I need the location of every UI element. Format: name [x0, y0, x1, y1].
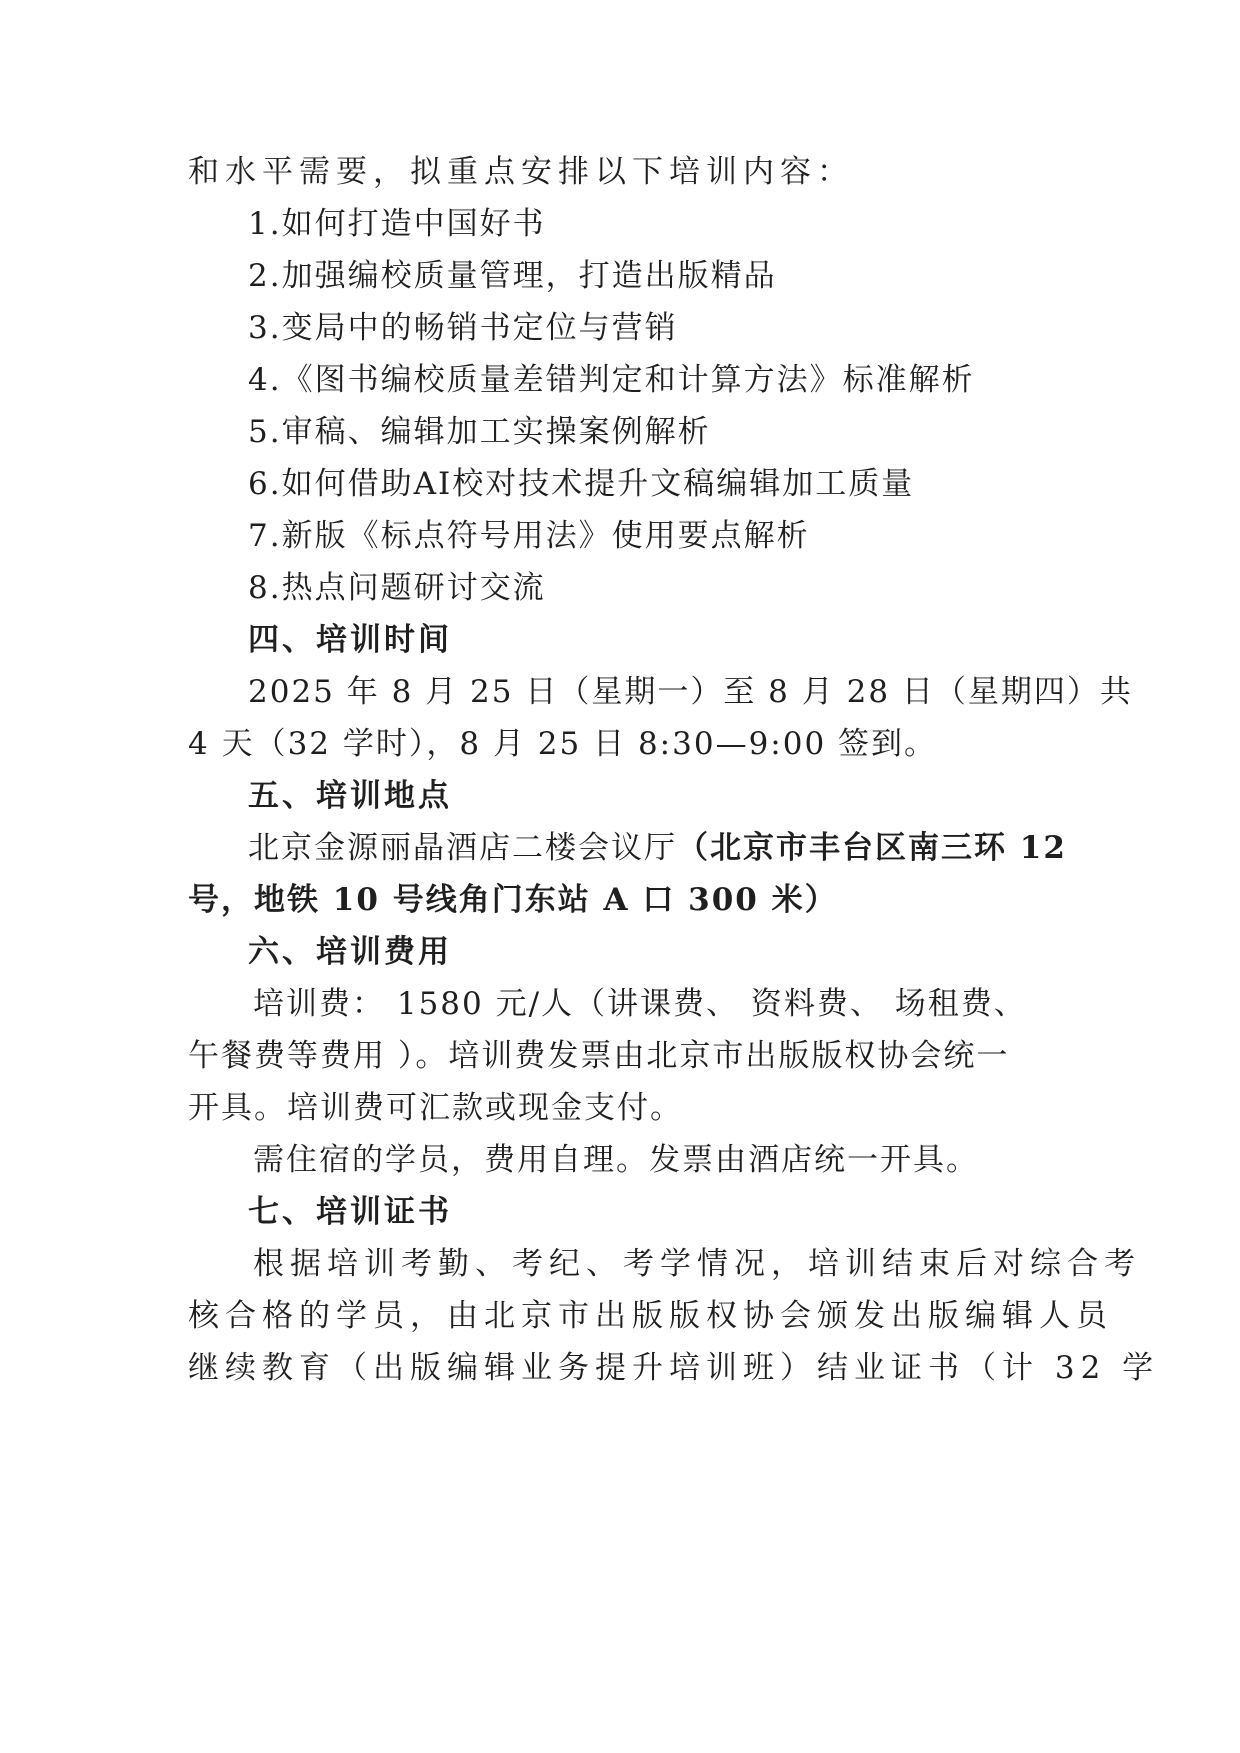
fee-line-1: 培训费： 1580 元/人（讲课费、 资料费、 场租费、 [253, 986, 1027, 1022]
list-item: 4.《图书编校质量差错判定和计算方法》标准解析 [248, 362, 975, 398]
certificate-line-1: 根据培训考勤、考纪、考学情况，培训结束后对综合考 [253, 1246, 1141, 1282]
certificate-line-2: 核合格的学员，由北京市出版版权协会颁发出版编辑人员 [188, 1298, 1113, 1334]
venue-name: 北京金源丽晶酒店二楼会议厅 [248, 830, 677, 866]
certificate-line-3: 继续教育（出版编辑业务提升培训班）结业证书（计 32 学 [188, 1350, 1160, 1386]
section-heading-time: 四、培训时间 [248, 622, 452, 658]
list-item: 3.变局中的畅销书定位与营销 [248, 310, 678, 346]
fee-line-4: 需住宿的学员，费用自理。发票由酒店统一开具。 [253, 1142, 979, 1178]
list-item: 6.如何借助AI校对技术提升文稿编辑加工质量 [248, 466, 915, 502]
section-heading-location: 五、培训地点 [248, 778, 452, 814]
venue-address: （北京市丰台区南三环 12 [677, 830, 1067, 866]
fee-line-2: 午餐费等费用 ）。培训费发票由北京市出版版权协会统一 [188, 1038, 1010, 1074]
section-heading-certificate: 七、培训证书 [248, 1194, 452, 1230]
fee-line-3: 开具。培训费可汇款或现金支付。 [188, 1090, 683, 1126]
location-line-2: 号，地铁 10 号线角门东站 A 口 300 米） [188, 882, 838, 918]
time-line-1: 2025 年 8 月 25 日（星期一）至 8 月 28 日（星期四）共 [248, 674, 1133, 710]
time-line-2: 4 天（32 学时），8 月 25 日 8:30—9:00 签到。 [188, 726, 938, 762]
list-item: 8.热点问题研讨交流 [248, 570, 546, 606]
list-item: 1.如何打造中国好书 [248, 206, 546, 242]
location-line-1 [248, 828, 1067, 868]
intro-line: 和水平需要，拟重点安排以下培训内容： [188, 154, 854, 190]
list-item: 7.新版《标点符号用法》使用要点解析 [248, 518, 810, 554]
section-heading-fee: 六、培训费用 [248, 934, 452, 970]
list-item: 5.审稿、编辑加工实操案例解析 [248, 414, 711, 450]
list-item: 2.加强编校质量管理，打造出版精品 [248, 258, 777, 294]
